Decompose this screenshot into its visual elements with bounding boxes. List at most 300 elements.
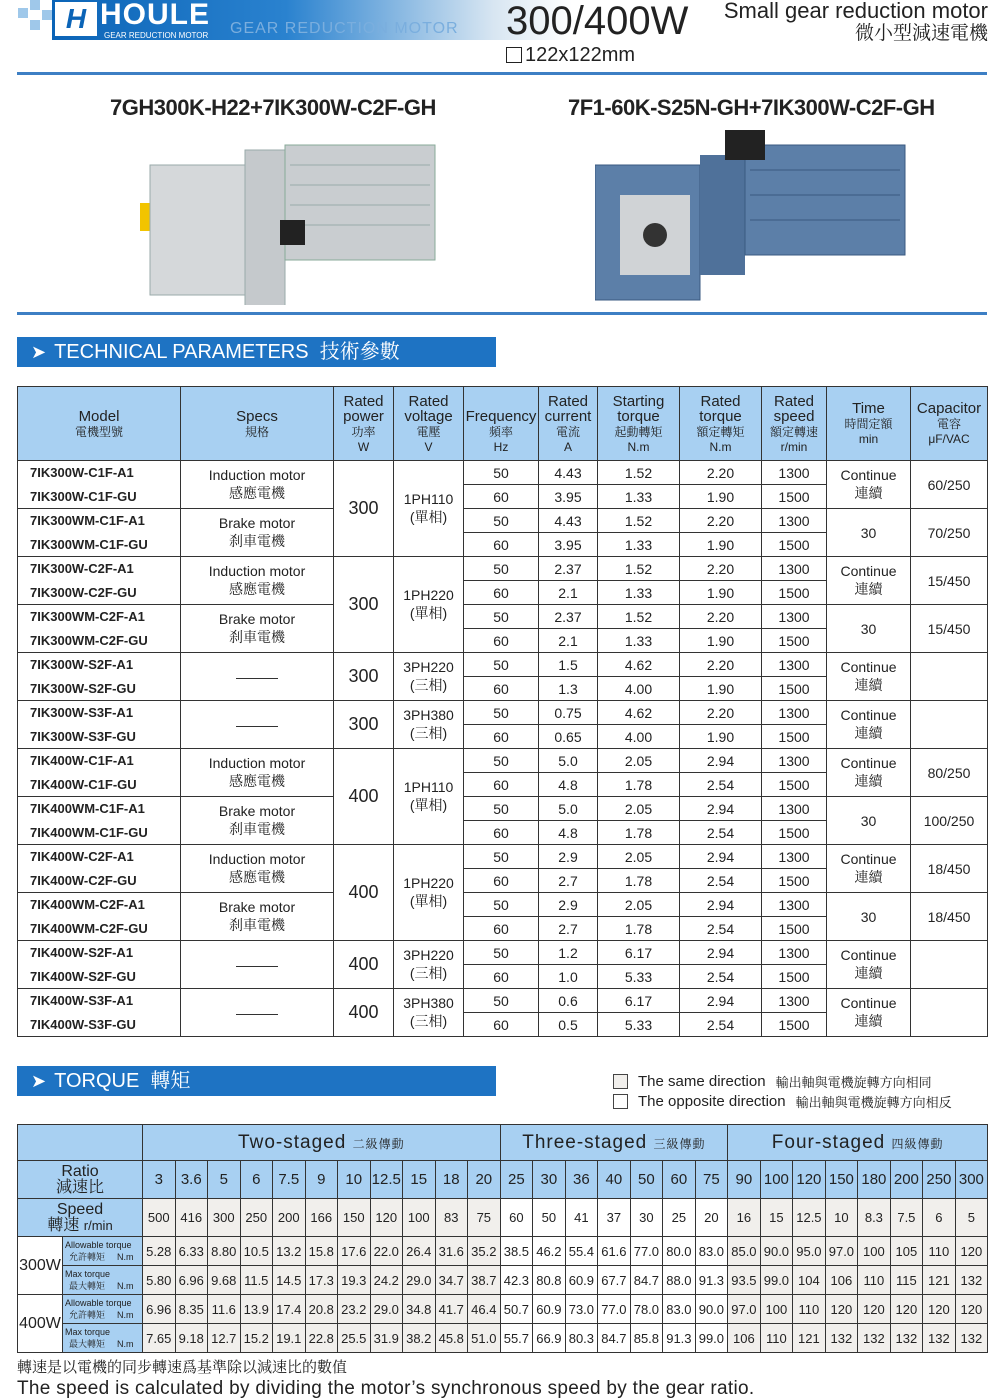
cell-text: 連續	[854, 1012, 883, 1029]
time-cell	[827, 509, 911, 557]
starting-torque-cell: 1.78	[598, 869, 680, 893]
spec-cell	[181, 701, 334, 749]
voltage-cell	[394, 845, 464, 941]
starting-torque-cell: 1.52	[598, 509, 680, 533]
torque-cell: 83.0	[663, 1295, 696, 1324]
model-cell: 7IK300W-S3F-A1	[18, 701, 181, 725]
spec-cell	[181, 941, 334, 989]
torque-table	[17, 1124, 988, 1353]
current-cell: 1.5	[539, 653, 598, 677]
torque-cell: 7.65	[143, 1324, 176, 1353]
torque-cell: 132	[825, 1324, 858, 1353]
cell-text: 3PH220	[403, 946, 454, 963]
torque-cell: 67.7	[598, 1266, 631, 1295]
voltage-cell	[394, 941, 464, 989]
table-row	[18, 797, 988, 821]
speed-cell: 30	[630, 1199, 663, 1237]
frequency-cell: 60	[464, 773, 539, 797]
table-row	[18, 701, 988, 725]
starting-torque-cell: 2.05	[598, 749, 680, 773]
header-unit: Hz	[493, 440, 509, 454]
torque-cell: 8.80	[208, 1237, 241, 1266]
cell-text: 連續	[854, 580, 883, 597]
ratio-cell: 3.6	[175, 1161, 208, 1199]
time-cell	[827, 701, 911, 749]
rated-speed-cell: 1500	[762, 821, 827, 845]
ratio-cell: 60	[663, 1161, 696, 1199]
torque-cell: 11.5	[240, 1266, 273, 1295]
current-cell: 0.5	[539, 1013, 598, 1037]
rated-speed-cell: 1500	[762, 677, 827, 701]
table-row	[18, 605, 988, 629]
cell-text: Continue	[840, 850, 897, 867]
ratio-cell: 3	[143, 1161, 176, 1199]
rated-torque-cell: 1.90	[680, 677, 762, 701]
speed-cell: 10	[825, 1199, 858, 1237]
frequency-cell: 60	[464, 725, 539, 749]
starting-torque-cell: 4.62	[598, 701, 680, 725]
cell-text: 刹車電機	[229, 916, 285, 933]
rated-speed-cell: 1500	[762, 917, 827, 941]
torque-cell: 6.96	[143, 1295, 176, 1324]
speed-row	[18, 1199, 988, 1237]
torque-cell: 60.9	[533, 1295, 566, 1324]
torque-cell: 91.3	[695, 1266, 728, 1295]
current-cell: 2.9	[539, 893, 598, 917]
header-label-cn: 額定轉矩	[696, 424, 745, 439]
cell-text: (單相)	[409, 508, 448, 525]
header-label: Specs	[236, 407, 278, 425]
ratio-cell: 150	[825, 1161, 858, 1199]
rated-torque-cell: 1.90	[680, 581, 762, 605]
header-unit: W	[357, 439, 370, 454]
torque-cell: 6.33	[175, 1237, 208, 1266]
torque-cell: 15.8	[305, 1237, 338, 1266]
header-label-cn: 時間定額	[844, 417, 893, 431]
rated-torque-cell: 2.54	[680, 773, 762, 797]
torque-cell: 120	[825, 1295, 858, 1324]
frequency-cell: 60	[464, 533, 539, 557]
chevron-right-icon: ➤	[31, 1071, 47, 1091]
rated-speed-cell: 1300	[762, 605, 827, 629]
torque-cell: 91.3	[663, 1324, 696, 1353]
capacitor-cell	[911, 653, 988, 701]
header-label: Starting torque	[612, 392, 665, 425]
frequency-cell: 60	[464, 821, 539, 845]
torque-cell: 6.96	[175, 1266, 208, 1295]
rated-speed-cell: 1500	[762, 725, 827, 749]
cell-text: 1PH110	[403, 490, 454, 507]
rated-speed-cell: 1500	[762, 1013, 827, 1037]
torque-cell: 17.6	[338, 1237, 371, 1266]
torque-cell: 19.1	[273, 1324, 306, 1353]
cell-text: N.m	[117, 1310, 134, 1320]
square-icon	[506, 47, 522, 63]
torque-cell: 42.3	[500, 1266, 533, 1295]
cell-text: 1PH220	[403, 874, 454, 891]
cell-text: Continue	[840, 994, 897, 1011]
banner-watermark: GEAR REDUCTION MOTOR	[230, 20, 459, 37]
model-cell: 7IK300W-C1F-A1	[18, 461, 181, 485]
ratio-label	[18, 1161, 143, 1199]
starting-torque-cell: 4.00	[598, 725, 680, 749]
current-cell: 4.43	[539, 461, 598, 485]
rated-torque-cell: 2.94	[680, 941, 762, 965]
cell-text: (單相)	[409, 796, 448, 813]
speed-cell: 16	[728, 1199, 761, 1237]
frequency-cell: 50	[464, 653, 539, 677]
cell-text: 30	[860, 620, 877, 637]
header-label: Rated current	[544, 392, 592, 425]
frequency-cell: 50	[464, 605, 539, 629]
column-header	[181, 387, 334, 461]
header-label: Rated speed	[773, 392, 815, 425]
rated-speed-cell: 1300	[762, 989, 827, 1013]
current-cell: 5.0	[539, 797, 598, 821]
column-header	[827, 387, 911, 461]
model-cell: 7IK400W-S3F-GU	[18, 1013, 181, 1037]
rated-speed-cell: 1500	[762, 773, 827, 797]
cell-text: 30	[860, 908, 877, 925]
time-cell	[827, 893, 911, 941]
table-row	[18, 749, 988, 773]
model-cell: 7IK300W-C1F-GU	[18, 485, 181, 509]
ratio-cell: 5	[208, 1161, 241, 1199]
torque-cell: 121	[923, 1266, 956, 1295]
rated-speed-cell: 1300	[762, 509, 827, 533]
ratio-cell: 40	[598, 1161, 631, 1199]
stage-header	[143, 1125, 501, 1161]
technical-parameters-table	[17, 386, 988, 1037]
speed-cell: 12.5	[793, 1199, 826, 1237]
ratio-cell: 12.5	[370, 1161, 403, 1199]
torque-cell: 38.2	[403, 1324, 436, 1353]
ratio-row	[18, 1161, 988, 1199]
rated-torque-cell: 2.54	[680, 821, 762, 845]
current-cell: 4.8	[539, 773, 598, 797]
rated-torque-cell: 1.90	[680, 485, 762, 509]
ratio-cell: 100	[760, 1161, 793, 1199]
table-row	[18, 509, 988, 533]
header-label: Capacitor	[916, 400, 982, 417]
cell-text: (單相)	[409, 604, 448, 621]
cell-text: 連續	[854, 964, 883, 981]
rated-speed-cell: 1300	[762, 461, 827, 485]
starting-torque-cell: 1.52	[598, 557, 680, 581]
cell-text: N.m	[117, 1339, 134, 1349]
torque-cell: 31.9	[370, 1324, 403, 1353]
torque-cell: 90.0	[695, 1295, 728, 1324]
cell-text: 1PH220	[403, 586, 454, 603]
product-title-2: 7F1-60K-S25N-GH+7IK300W-C2F-GH	[568, 95, 935, 120]
torque-cell: 84.7	[630, 1266, 663, 1295]
starting-torque-cell: 6.17	[598, 941, 680, 965]
power-cell: 300	[334, 557, 394, 653]
model-cell: 7IK400WM-C1F-A1	[18, 797, 181, 821]
torque-row	[18, 1237, 988, 1266]
starting-torque-cell: 1.33	[598, 629, 680, 653]
cell-text: Induction motor	[208, 850, 306, 867]
current-cell: 5.0	[539, 749, 598, 773]
frequency-cell: 60	[464, 869, 539, 893]
torque-cell: 29.0	[403, 1266, 436, 1295]
model-cell: 7IK400W-C2F-A1	[18, 845, 181, 869]
starting-torque-cell: 1.33	[598, 485, 680, 509]
starting-torque-cell: 2.05	[598, 845, 680, 869]
starting-torque-cell: 6.17	[598, 989, 680, 1013]
power-cell: 400	[334, 989, 394, 1037]
torque-cell: 80.3	[565, 1324, 598, 1353]
current-cell: 2.1	[539, 629, 598, 653]
torque-label	[63, 1295, 143, 1324]
rated-speed-cell: 1300	[762, 797, 827, 821]
torque-cell: 41.7	[435, 1295, 468, 1324]
torque-cell: 46.4	[468, 1295, 501, 1324]
ratio-cell: 6	[240, 1161, 273, 1199]
current-cell: 1.2	[539, 941, 598, 965]
header-label-cn: 電流	[555, 424, 580, 439]
frequency-cell: 50	[464, 845, 539, 869]
stage-label: Three-staged	[522, 1131, 648, 1153]
column-header	[598, 387, 680, 461]
torque-cell: 99.0	[760, 1266, 793, 1295]
spec-cell	[181, 653, 334, 701]
cell-text: ———	[236, 1004, 278, 1021]
spec-cell	[181, 797, 334, 845]
cell-text: Continue	[840, 658, 897, 675]
header-label: Model	[78, 407, 120, 425]
torque-cell: 106	[728, 1324, 761, 1353]
cell-text: (三相)	[409, 1012, 448, 1029]
speed-cell: 250	[240, 1199, 273, 1237]
header-unit: N.m	[627, 439, 650, 454]
torque-cell: 38.7	[468, 1266, 501, 1295]
motor-power: 300W	[18, 1237, 63, 1295]
model-cell: 7IK300W-C2F-A1	[18, 557, 181, 581]
torque-cell: 51.0	[468, 1324, 501, 1353]
cell-text: (三相)	[409, 724, 448, 741]
torque-cell: 55.7	[500, 1324, 533, 1353]
header-label-cn: 電機型號	[74, 424, 123, 439]
model-cell: 7IK400WM-C1F-GU	[18, 821, 181, 845]
table-row	[18, 845, 988, 869]
rated-speed-cell: 1500	[762, 629, 827, 653]
cell-text: Brake motor	[218, 802, 296, 819]
torque-cell: 80.0	[663, 1237, 696, 1266]
speed-cell: 5	[955, 1199, 988, 1237]
ratio-cell: 300	[955, 1161, 988, 1199]
rated-torque-cell: 2.20	[680, 461, 762, 485]
table-row	[18, 989, 988, 1013]
starting-torque-cell: 1.33	[598, 581, 680, 605]
model-cell: 7IK400W-S2F-GU	[18, 965, 181, 989]
current-cell: 0.75	[539, 701, 598, 725]
torque-cell: 132	[955, 1324, 988, 1353]
header-label-cn: 電容	[936, 417, 961, 431]
torque-cell: 8.35	[175, 1295, 208, 1324]
torque-cell: 15.2	[240, 1324, 273, 1353]
stage-header	[728, 1125, 988, 1161]
starting-torque-cell: 1.78	[598, 773, 680, 797]
speed-cell: 25	[663, 1199, 696, 1237]
rated-speed-cell: 1500	[762, 533, 827, 557]
speed-cell: 166	[305, 1199, 338, 1237]
torque-cell: 83.0	[695, 1237, 728, 1266]
torque-row	[18, 1266, 988, 1295]
torque-cell: 23.2	[338, 1295, 371, 1324]
starting-torque-cell: 1.78	[598, 821, 680, 845]
torque-cell: 120	[955, 1237, 988, 1266]
header-unit: μF/VAC	[928, 432, 970, 446]
current-cell: 2.7	[539, 869, 598, 893]
starting-torque-cell: 4.00	[598, 677, 680, 701]
starting-torque-cell: 4.62	[598, 653, 680, 677]
legend-same-direction: The same direction 輸出軸與電機旋轉方向相同	[613, 1072, 932, 1091]
spec-cell	[181, 605, 334, 653]
cell-text: N.m	[117, 1281, 134, 1291]
stage-label-cn: 三級傳動	[653, 1136, 706, 1151]
torque-cell: 20.8	[305, 1295, 338, 1324]
speed-label	[18, 1199, 143, 1237]
current-cell: 2.37	[539, 605, 598, 629]
torque-cell: 110	[858, 1266, 891, 1295]
time-cell	[827, 605, 911, 653]
rated-torque-cell: 2.20	[680, 605, 762, 629]
column-header	[18, 387, 181, 461]
time-cell	[827, 653, 911, 701]
torque-cell: 110	[923, 1237, 956, 1266]
rated-torque-cell: 2.20	[680, 653, 762, 677]
header-label-cn: 頻率	[488, 425, 513, 439]
ratio-cell: 120	[793, 1161, 826, 1199]
corner-cell	[18, 1125, 143, 1161]
frequency-cell: 60	[464, 1013, 539, 1037]
rated-torque-cell: 2.54	[680, 917, 762, 941]
speed-cell: 83	[435, 1199, 468, 1237]
ratio-cell: 25	[500, 1161, 533, 1199]
header-unit: min	[858, 432, 879, 446]
ratio-cell: 9	[305, 1161, 338, 1199]
torque-cell: 93.5	[728, 1266, 761, 1295]
rated-speed-cell: 1300	[762, 941, 827, 965]
current-cell: 2.37	[539, 557, 598, 581]
model-cell: 7IK300WM-C2F-GU	[18, 629, 181, 653]
time-cell	[827, 557, 911, 605]
torque-cell: 132	[890, 1324, 923, 1353]
speed-cell: 75	[468, 1199, 501, 1237]
ratio-cell: 75	[695, 1161, 728, 1199]
cell-text: 允許轉矩	[69, 1310, 106, 1320]
frequency-cell: 60	[464, 581, 539, 605]
torque-cell: 100	[858, 1237, 891, 1266]
spec-cell	[181, 749, 334, 797]
ratio-cell: 90	[728, 1161, 761, 1199]
cell-text: Max torque	[65, 1269, 111, 1279]
cell-text: Continue	[840, 562, 897, 579]
divider	[17, 312, 987, 315]
torque-cell: 12.7	[208, 1324, 241, 1353]
model-cell: 7IK400WM-C2F-A1	[18, 893, 181, 917]
rated-speed-cell: 1500	[762, 869, 827, 893]
torque-cell: 55.4	[565, 1237, 598, 1266]
frequency-cell: 60	[464, 677, 539, 701]
speed-cell: 7.5	[890, 1199, 923, 1237]
speed-cell: 8.3	[858, 1199, 891, 1237]
rated-torque-cell: 2.54	[680, 965, 762, 989]
torque-cell: 50.7	[500, 1295, 533, 1324]
capacitor-cell: 60/250	[911, 461, 988, 509]
frequency-cell: 50	[464, 557, 539, 581]
cell-text: Speed	[56, 1200, 104, 1218]
torque-cell: 105	[890, 1237, 923, 1266]
torque-cell: 77.0	[598, 1295, 631, 1324]
chevron-right-icon: ➤	[31, 342, 47, 362]
speed-cell: 200	[273, 1199, 306, 1237]
cell-text: 3PH380	[403, 994, 454, 1011]
column-header	[539, 387, 598, 461]
torque-cell: 120	[858, 1295, 891, 1324]
power-cell: 300	[334, 653, 394, 701]
current-cell: 3.95	[539, 485, 598, 509]
torque-cell: 110	[793, 1295, 826, 1324]
product-image-1	[140, 125, 440, 305]
rated-torque-cell: 2.94	[680, 749, 762, 773]
spec-cell	[181, 461, 334, 509]
stage-label-cn: 四級傳動	[891, 1136, 944, 1151]
speed-cell: 15	[760, 1199, 793, 1237]
torque-cell: 132	[955, 1266, 988, 1295]
torque-cell: 17.4	[273, 1295, 306, 1324]
header-label: Time	[852, 400, 885, 417]
torque-cell: 84.7	[598, 1324, 631, 1353]
cell-text: 感應電機	[229, 772, 285, 789]
swatch-icon	[613, 1094, 628, 1109]
speed-cell: 300	[208, 1199, 241, 1237]
torque-cell: 88.0	[663, 1266, 696, 1295]
model-cell: 7IK400W-S2F-A1	[18, 941, 181, 965]
rated-torque-cell: 1.90	[680, 533, 762, 557]
column-header	[762, 387, 827, 461]
rated-speed-cell: 1300	[762, 893, 827, 917]
header-label: Rated torque	[699, 392, 742, 425]
power-cell: 300	[334, 461, 394, 557]
header-unit: r/min	[780, 439, 808, 454]
torque-cell: 132	[858, 1324, 891, 1353]
table-row	[18, 893, 988, 917]
torque-cell: 60.9	[565, 1266, 598, 1295]
ratio-cell: 15	[403, 1161, 436, 1199]
frame-size-value: 122x122mm	[525, 44, 636, 66]
cell-text: Continue	[840, 466, 897, 483]
rated-torque-cell: 1.90	[680, 725, 762, 749]
time-cell	[827, 845, 911, 893]
torque-cell: 17.3	[305, 1266, 338, 1295]
cell-text: 30	[860, 524, 877, 541]
speed-cell: 500	[143, 1199, 176, 1237]
torque-cell: 78.0	[630, 1295, 663, 1324]
cell-text: 感應電機	[229, 484, 285, 501]
torque-cell: 121	[793, 1324, 826, 1353]
cell-text: ———	[236, 716, 278, 733]
speed-cell: 416	[175, 1199, 208, 1237]
torque-cell: 115	[890, 1266, 923, 1295]
table-row	[18, 941, 988, 965]
cell-text: 3PH380	[403, 706, 454, 723]
column-header	[334, 387, 394, 461]
frequency-cell: 50	[464, 701, 539, 725]
time-cell	[827, 461, 911, 509]
page-subtitle: Small gear reduction motor	[723, 0, 988, 23]
